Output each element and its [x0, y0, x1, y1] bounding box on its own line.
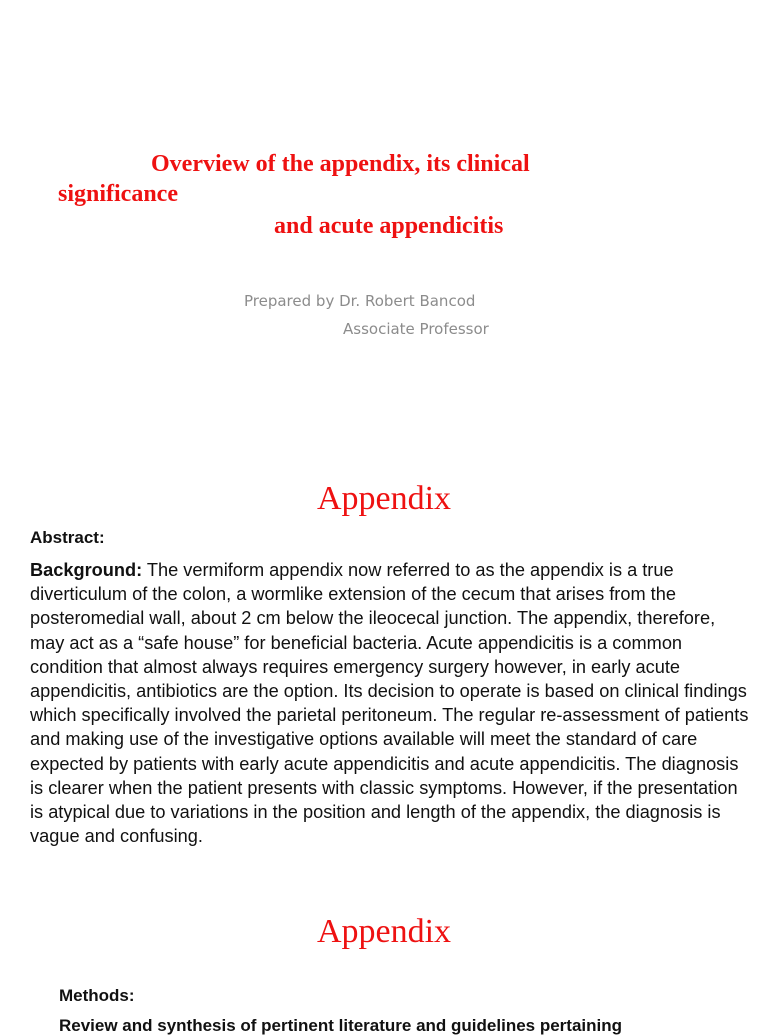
slide-heading: Appendix: [316, 913, 452, 950]
title-line-2: significance: [58, 181, 178, 207]
methods-slide: [0, 885, 768, 1035]
title-line-3: and acute appendicitis: [274, 213, 504, 239]
background-label: Background:: [30, 560, 143, 580]
title-line-1: Overview of the appendix, its clinical: [151, 151, 530, 177]
author-line: Prepared by Dr. Robert Bancod: [244, 292, 476, 310]
background-text: The vermiform appendix now referred to as the appendix is a true diverticulum of the colon, a wormlike extension of the cecum that arises from the posteromedial wall, about 2 cm below the ileocecal junction. The appendix, therefore, may act as a “safe house” for beneficial bacteria. Acute appendicitis is a common condition that almost always requires emergency surgery however, in early acute appendicitis, antibiotics are the option. Its decision to operate is based on clinical findings which specifically involved the parietal peritoneum. The regular re-assessment of patients and making use of the investigative options available will meet the standard of care expected by patients with early acute appendicitis and acute appendicitis. The diagnosis is clearer when the patient presents with classic symptoms. However, if the presentation is atypical due to variations in the position and length of the appendix, the diagnosis is vague and confusing.: [30, 560, 749, 847]
title-slide: [0, 0, 768, 470]
abstract-label: Abstract:: [30, 528, 105, 547]
abstract-slide: [0, 470, 768, 866]
methods-label: Methods:: [59, 986, 135, 1005]
role-line: Associate Professor: [343, 320, 489, 338]
background-paragraph: [30, 558, 750, 848]
slide-heading: Appendix: [316, 480, 452, 517]
methods-text: Review and synthesis of pertinent literature and guidelines pertaining: [59, 1016, 623, 1035]
